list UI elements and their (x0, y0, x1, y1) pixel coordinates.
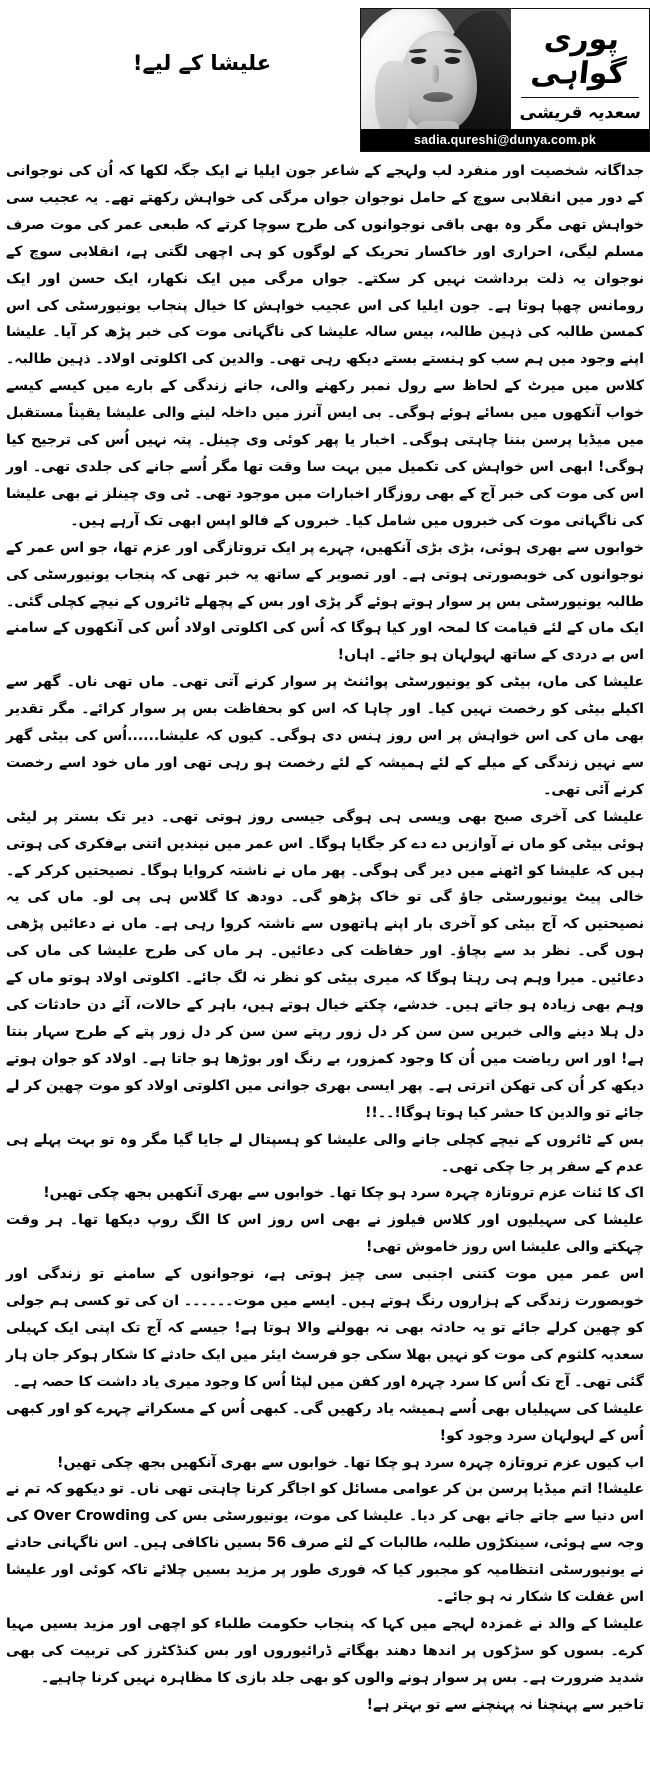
article-paragraph: اک کا ئنات عزم تروتازہ چہرہ سرد ہو چکا تھا۔ خوابوں سے بھری آنکھیں بجھ چکی تھیں! (43, 1185, 644, 1202)
eye-right-shape (445, 57, 460, 64)
lips-shape (423, 92, 453, 102)
article-body (6, 158, 644, 1719)
article-paragraph: اب کیوں عزم تروتازہ چہرہ سرد ہو چکا تھا۔ خوابوں سے بھری آنکھیں بجھ چکی تھیں! (57, 1454, 644, 1471)
article-paragraph: علیشا کی سہیلیوں اور کلاس فیلوز نے بھی اس روز اس کا الگ روپ دیکھا تھا۔ ہر وقت چہکتے والی علیشا اس روز خاموش تھی! (6, 1212, 644, 1256)
article-paragraph: علیشا کے والد نے غمزدہ لہجے میں کہا کہ پنجاب حکومت طلباء کو اچھی اور مزید بسیں مہیا کرے۔ بسوں کو سڑکوں پر اندھا دھند بھگاتے ڈرائیوروں اور بس کنڈکٹرز کی تربیت کی بھی شدید ضرورت ہے۔ بس پر سوار ہونے والوں کو بھی جلد بازی کا مظاہرہ نہیں کرنا چاہیے۔ (6, 1615, 644, 1686)
article-paragraph: بس کے ٹائروں کے نیچے کچلی جانے والی علیشا کو ہسپتال لے جایا گیا مگر وہ تو بہت پہلے ہی عدم کے سفر پر جا چکی تھی۔ (6, 1131, 644, 1175)
article-paragraph: خوابوں سے بھری ہوئی، بڑی بڑی آنکھیں، چہرے پر ایک تروتازگی اور عزم تھا، جو اس عمر کے نوجوانوں کی خوبصورتی ہوتی ہے۔ اور تصویر کے ساتھ یہ خبر تھی کہ پنجاب یونیورسٹی کی طالبہ یونیورسٹی بس پر سوار ہوتے ہوئے گر پڑی اور بس کے پچھلے ٹائروں کے نیچے کچلی گئی۔ ایک ماں کے لئے قیامت کا لمحہ اور کیا ہوگا کہ اُس کی اکلوتی اولاد اُس کی آنکھوں کے سامنے اس بے دردی کے ساتھ لہولہان ہو جائے۔ اہاں! (6, 539, 644, 664)
article-headline: علیشا کے لیے! (132, 51, 272, 75)
author-email[interactable]: sadia.qureshi@dunya.com.pk (361, 129, 649, 151)
article-paragraph: جداگانہ شخصیت اور منفرد لب ولہجے کے شاعر جون ایلیا نے ایک جگہ لکھا کہ اُن کی نوجوانی کے دور میں انقلابی سوچ کے حامل نوجوان جواں مرگی کی خواہش رکھتے تھے۔ یہ عجیب سی خواہش تھی مگر وہ بھی باقی نوجوانوں کی طرح سوچا کرتے کہ طبعی عمر کی موت صرف مسلم لیگی، احراری اور خاکسار تحریک کے لوگوں کو ہی اچھی لگتی ہے، انقلابی سوچ کے نوجوان یہ ذلت برداشت نہیں کر سکتے۔ جواں مرگی میں ایک نکھار، ایک حسن اور ایک رومانس چھپا ہوتا ہے۔ جون ایلیا کی اس عجیب خواہش کا خیال پنجاب یونیورسٹی کی اس کمسن طالبہ کی ذہین طالبہ، بیس سالہ علیشا کی ناگہانی موت کی خبر پڑھ کر آیا۔ علیشا اپنے وجود میں ہم سب کو ہنستے بستے دیکھ رہی تھی۔ والدین کی اکلوتی اولاد۔ ذہین طالبہ۔ کلاس میں میرٹ کے لحاظ سے رول نمبر رکھنے والی، جانے زندگی کے بارے میں کیسے کیسے خواب آنکھوں میں بسائے ہوئے ہوگی۔ بی ایس آنرز میں داخلہ لینے والی علیشا یقیناً مستقبل میں میڈیا پرسن بننا چاہتی ہوگی۔ اخبار یا پھر کوئی وی چینل۔ پتہ نہیں اُس کی ترجیح کیا ہوگی! ابھی اس خواہش کی تکمیل میں بہت سا وقت تھا مگر اُسے جانے کی جلدی تھی۔ اور اس کی موت کی خبر آج کے بھی روزگار اخبارات میں موجود تھی۔ ٹی وی چینلز نے بھی علیشا کی ناگہانی موت کی خبروں میں شامل کیا۔ خبروں کے فالو اپس ابھی تک آرہے ہیں۔ (6, 163, 644, 529)
article-paragraph: علیشا کی ماں، بیٹی کو یونیورسٹی پوائنٹ پر سوار کرنے آتی تھی۔ ماں تھی ناں۔ گھر سے اکیلے بیٹی کو رخصت نہیں کیا۔ اور چاہا کہ اس کو بحفاظت بس پر سوار کرائے۔ مگر تقدیر بھی ماں کی اس خواہش پر اس روز ہنس دی ہوگی۔ کیوں کہ علیشا......اُس کی بیٹی گھر سے نہیں زندگی کے میلے کے لئے ہمیشہ کے لئے رخصت ہو رہی تھی اور ماں خود اسے رخصت کرنے آئی تھی۔ (6, 674, 644, 798)
eye-left-shape (411, 57, 426, 64)
nose-shape (431, 65, 439, 83)
article-paragraph: اس عمر میں موت کتنی اجنبی سی چیز ہوتی ہے، نوجوانوں کے سامنے تو زندگی اور خوبصورت زندگی کے ہزاروں رنگ ہوتے ہیں۔ ایسے میں موت۔۔۔۔۔۔ ان کی تو کسی ہم جولی کو چھین کرلے جائے تو یہ حادثہ بھی نہ بھولنے والا ہوتا ہے! جیسے کہ آج تک اپنی ایک کہیلی سعدیہ کلثوم کی موت کو نہیں بھلا سکی جو فرسٹ ایئر میں ایک حادثے کا شکار ہوکر جان ہار گئی تھی۔ آج تک اُس کا سرد چہرہ اور کفن میں لپٹا اُس کا وجود میری یاد داشت کا حصہ ہے۔ (6, 1266, 644, 1390)
column-logo: پوری گواہی (529, 22, 628, 91)
article-paragraph: علیشا کی سہیلیاں بھی اُسے ہمیشہ یاد رکھیں گی۔ کبھی اُس کے مسکراتے چہرے کو اور کبھی اُس کے لہولہان سرد وجود کو! (6, 1400, 644, 1444)
column-masthead-block (360, 8, 650, 152)
article-paragraph: علیشا! اتم میڈیا پرسن بن کر عوامی مسائل کو اجاگر کرنا چاہتی تھی ناں۔ تو دیکھو کہ تم نے اس دنیا سے جاتے جاتے بھی کر دیا۔ علیشا کی موت، یونیورسٹی بس کی Over Crowding کی وجہ سے ہوئی، سینکڑوں طلبہ، طالبات کے لئے صرف 56 بسیں ناکافی ہیں۔ اس ناگہانی حادثے نے یونیورسٹی انتظامیہ کو مجبور کیا کہ فوری طور پر مزید بسیں چلائے تاکہ کوئی اور علیشا اس غفلت کا شکار نہ ہو جائے۔ (6, 1481, 645, 1606)
article-paragraph: علیشا کی آخری صبح بھی ویسی ہی ہوگی جیسی روز ہوتی تھی۔ دیر تک بستر پر لیٹی ہوئی بیٹی کو ماں نے آوازیں دے دے کر جگایا ہوگا۔ اس عمر میں نیندیں اتنی بےفکری کی ہوتی ہیں کہ علیشا کو اٹھنے میں دیر گی ہوگی۔ پھر ماں نے ناشتہ کروایا ہوگا۔ نصیحتیں کرکر کے۔ خالی پیٹ یونیورسٹی جاؤ گی تو خاک پڑھو گی۔ دودھ کا گلاس ہی پی لو۔ ماں کی یہ نصیحتیں کہ آج بیٹی کو آخری بار اپنے ہاتھوں سے ناشتہ کروا رہی ہے۔ ماں نے دعائیں پڑھی ہوں گی۔ نظر بد سے بچاؤ۔ اور حفاظت کی دعائیں۔ ہر ماں کی طرح علیشا کی ماں کی دعائیں۔ میرا وہم ہی رہتا ہوگا کہ میری بیٹی کو نظر نہ لگ جائے۔ اکلوتی اولاد ہوتو ماں کے وہم بھی زیادہ ہو جاتے ہیں۔ خدشے، چکتے خیال ہوتے ہیں، باہر کے حالات، آئے دن حادثات کی دل ہلا دینے والی خبریں سن سن کر دل زور رپتے سن سن کر دل زور پتے کے طرح سہار بنتا ہے! اور اس ریاضت میں اُن کا وجود کمزور، بے رنگ اور بوڑھا ہو جاتا ہے۔ اولاد کو جوان ہوتے دیکھ کر اُن کی تھکن اترتی ہے۔ پھر ایسی بھری جوانی میں اکلوتی اولاد کو موت چھین کر لے جائے تو والدین کا حشر کیا ہوتا ہوگا!۔۔!! (6, 808, 644, 1121)
logo-divider (521, 97, 639, 98)
hand-shape (375, 61, 409, 137)
author-byline: سعدیہ قریشی (518, 103, 642, 124)
masthead (0, 0, 650, 152)
article-paragraph: تاخیر سے پہنچنا نہ پہنچنے سے تو بہتر ہے! (366, 1696, 644, 1713)
